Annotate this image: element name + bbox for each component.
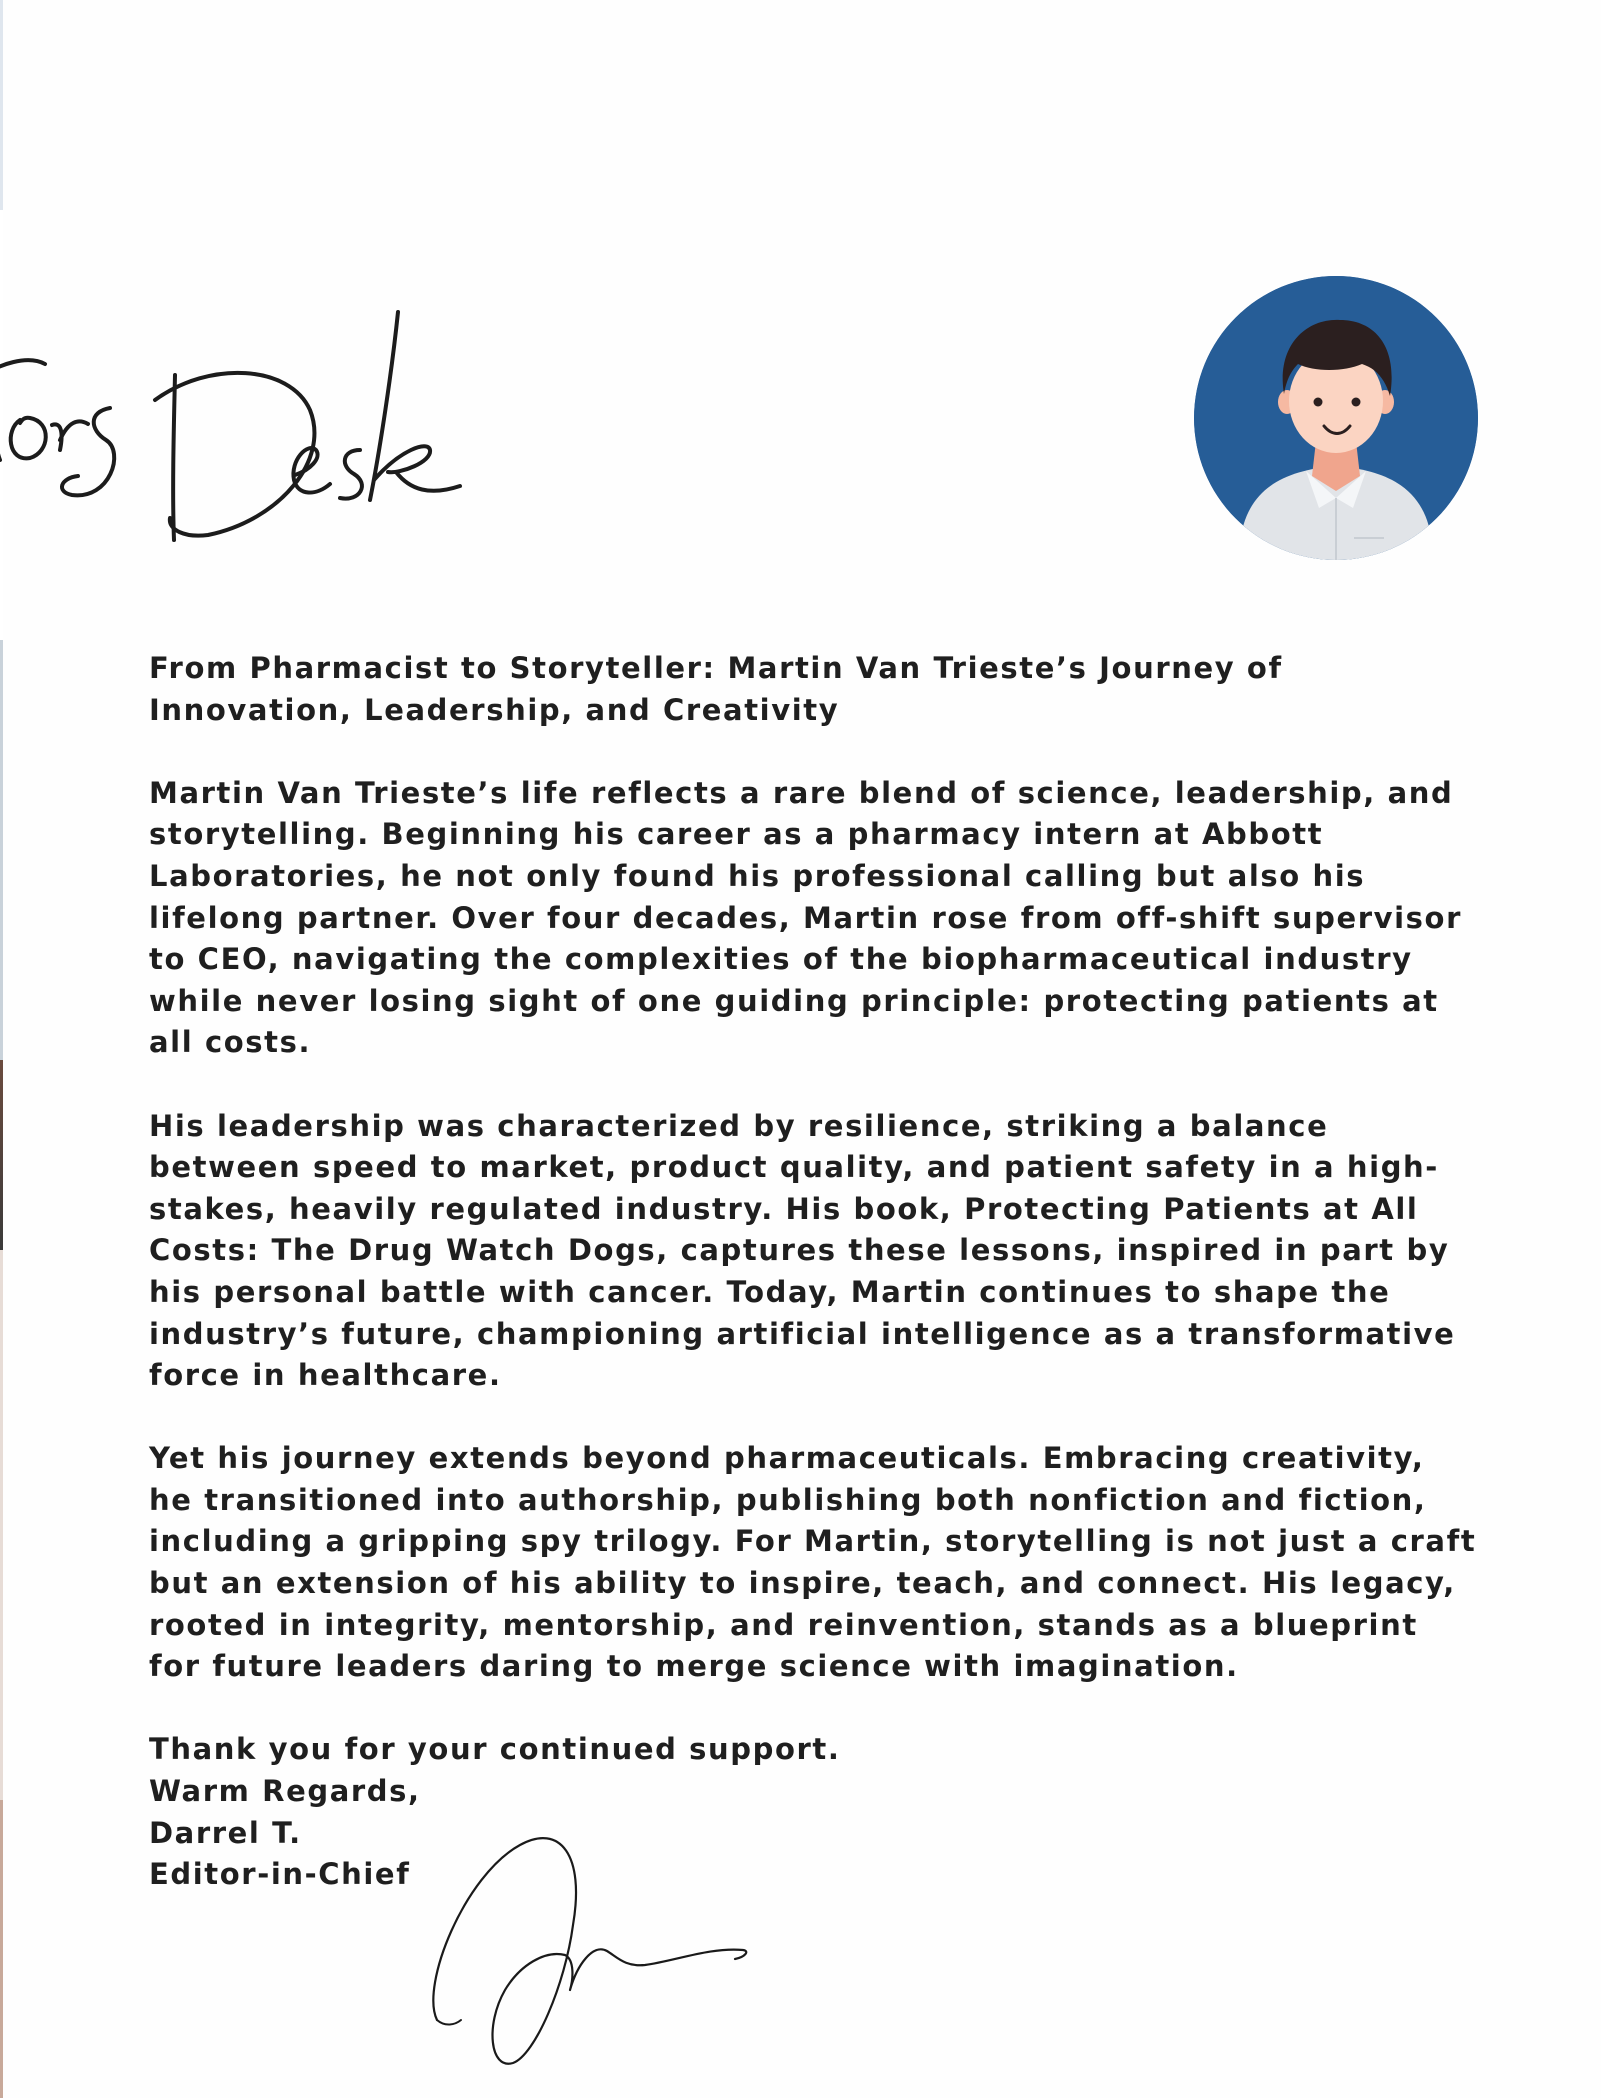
letter-body — [149, 648, 1479, 1896]
closing-thanks: Thank you for your continued support. — [149, 1732, 841, 1767]
signature — [425, 1815, 765, 2075]
signature-icon — [425, 1815, 765, 2075]
editor-avatar — [1194, 276, 1478, 560]
editors-desk-heading — [0, 290, 520, 550]
closing-role: Editor-in-Chief — [149, 1857, 411, 1892]
editor-avatar-icon — [1194, 276, 1478, 560]
article-title — [149, 648, 1479, 731]
article-title-line-1: From Pharmacist to Storyteller: Martin Van Trieste’s Journey of — [149, 651, 1283, 685]
closing-name: Darrel T. — [149, 1815, 302, 1850]
paragraph-2: His leadership was characterized by resilience, striking a balance between speed to market, product quality, and patient safety in a high-stakes, heavily regulated industry. His book, Protecting Patients at All Costs: The Drug Watch Dogs, captures these lessons, inspired in part by his personal battle with cancer. Today, Martin continues to shape the industry’s future, championing artificial intelligence as a transformative force in healthcare. — [149, 1108, 1456, 1393]
article-title-line-2: Innovation, Leadership, and Creativity — [149, 692, 840, 727]
closing-regards: Warm Regards, — [149, 1774, 421, 1809]
script-heading-icon — [0, 290, 520, 550]
paragraph-3: Yet his journey extends beyond pharmaceuticals. Embracing creativity, he transitioned into authorship, publishing both nonfiction and fiction, including a gripping spy trilogy. For Martin, storytelling is not just a craft but an extension of his ability to inspire, teach, and connect. His legacy, rooted in integrity, mentorship, and reinvention, stands as a blueprint for future leaders daring to merge science with imagination. — [149, 1441, 1477, 1684]
paragraph-1: Martin Van Trieste’s life reflects a rare blend of science, leadership, and storytelling. Beginning his career as a pharmacy intern at Abbott Laboratories, he not only found his professional calling but also his lifelong partner. Over four decades, Martin rose from off-shift supervisor to CEO, navigating the complexities of the biopharmaceutical industry while never losing sight of one guiding principle: protecting patients at all costs. — [149, 775, 1462, 1060]
closing-block — [149, 1729, 1479, 1895]
